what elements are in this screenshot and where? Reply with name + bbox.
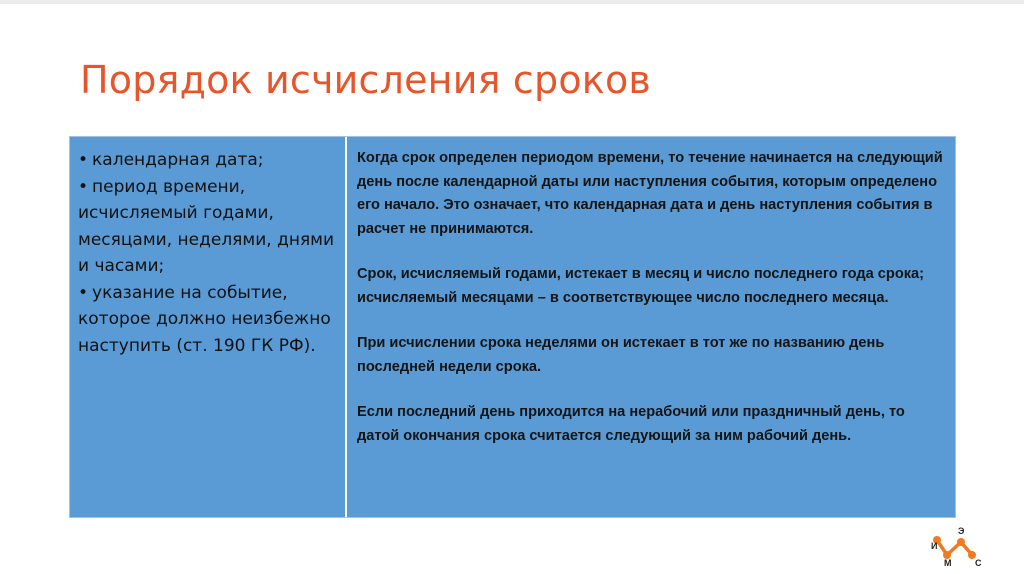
list-item-text: календарная дата; [92, 150, 264, 170]
molecule-logo-icon [925, 520, 985, 568]
list-item [78, 147, 337, 174]
list-item [78, 174, 337, 280]
bullet-icon: • [78, 282, 89, 303]
paragraph-period-start: Когда срок определен периодом времени, то течение начинается на следующий день после календарной даты или наступления события, которым определено его начало. Это означает, что календарная дата и день наступления события в расчет не принимаются. [357, 150, 943, 237]
table-cell-right [347, 137, 955, 517]
content-table [69, 136, 956, 518]
paragraph-years-months: Срок, исчисляемый годами, истекает в месяц и число последнего года срока; исчисляемый месяцами – в соответствующее число последнего месяца. [357, 266, 925, 306]
logo-letter-s: С [975, 558, 982, 568]
top-decorative-bar [0, 0, 1024, 4]
logo-letter-e: Э [958, 526, 965, 536]
bullet-icon: • [78, 150, 89, 170]
list-item [78, 280, 337, 360]
slide-title: Порядок исчисления сроков [80, 58, 651, 102]
table-cell-left [70, 137, 347, 517]
list-item-text: период времени, исчисляемый годами, месяцами, неделями, днями и часами; [78, 176, 335, 276]
bullet-icon: • [78, 176, 89, 197]
paragraph-weeks: При исчислении срока неделями он истекает в тот же по названию день последней недели срока. [357, 335, 885, 375]
list-item-text: указание на событие, которое должно неизбежно наступить (ст. 190 ГК РФ). [78, 282, 331, 356]
left-bullet-list [78, 147, 337, 359]
paragraph-holiday: Если последний день приходится на нерабочий или праздничный день, то датой окончания срока считается следующий за ним рабочий день. [357, 404, 905, 444]
logo-letter-m: М [944, 558, 952, 568]
logo-letter-i: И [931, 541, 938, 551]
